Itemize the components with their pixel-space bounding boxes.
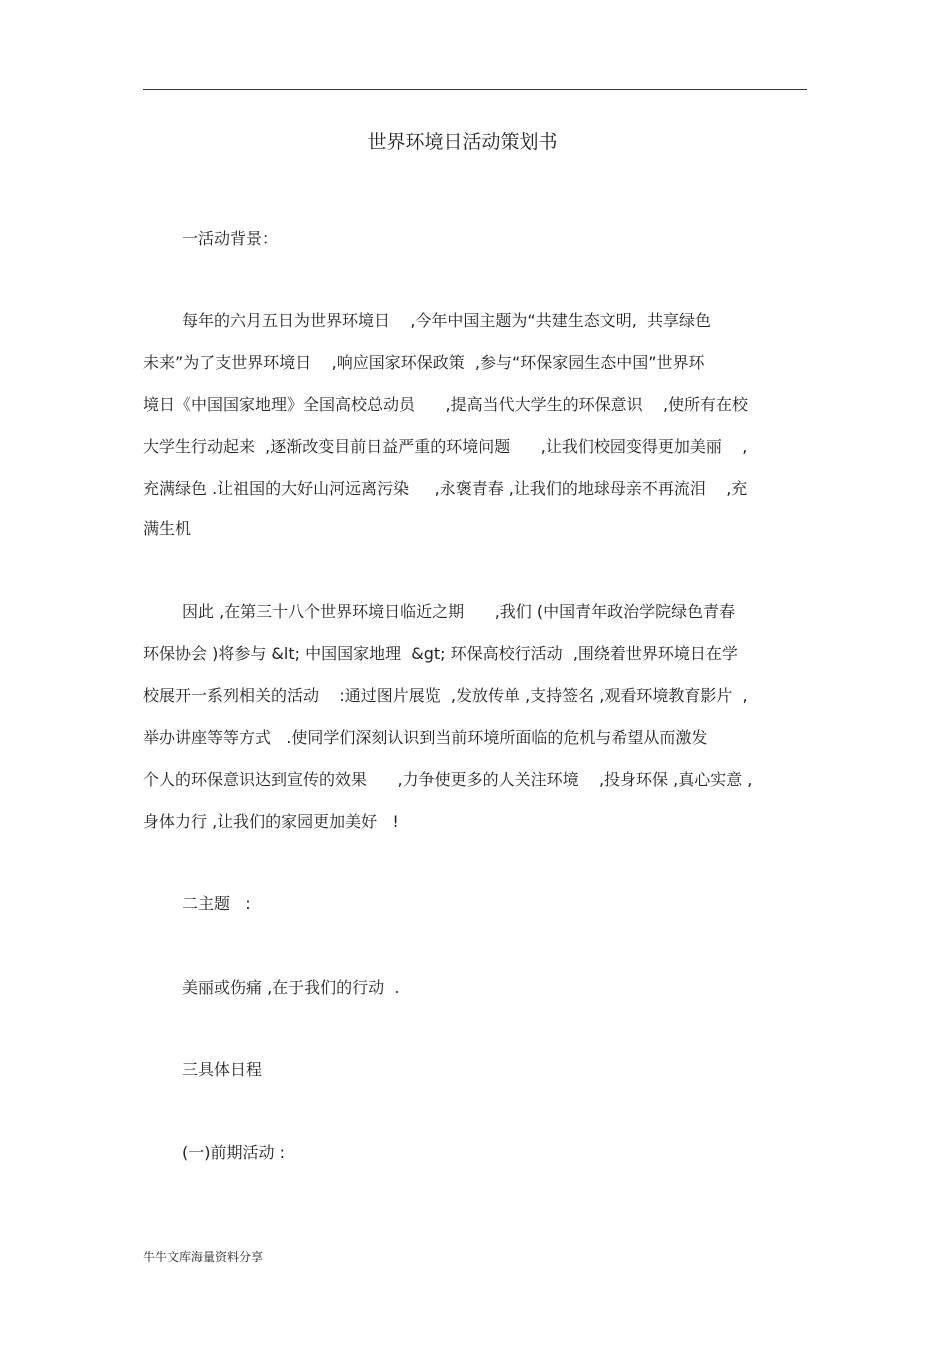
paragraph-line: 身体力行 ,让我们的家园更加美好 ! xyxy=(143,812,399,831)
subsection-heading-pre-activities: (一)前期活动 : xyxy=(182,1143,285,1162)
paragraph-line: 满生机 xyxy=(143,519,192,538)
footer-text: 牛牛文库海量资料分享 xyxy=(143,1250,264,1264)
paragraph-line: 个人的环保意识达到宣传的效果 ,力争使更多的人关注环境 ,投身环保 ,真心实意 , xyxy=(143,770,753,789)
section-heading-background: 一活动背景： xyxy=(182,229,279,248)
paragraph-line: 校展开一系列相关的活动 :通过图片展览 ,发放传单 ,支持签名 ,观看环境教育影片 , xyxy=(143,686,748,705)
section-heading-theme: 二主题 : xyxy=(182,894,251,913)
paragraph-line: 充满绿色 .让祖国的大好山河远离污染 ,永褒青春 ,让我们的地球母亲不再流泪 ,充 xyxy=(143,479,748,498)
theme-text: 美丽或伤痛 ,在于我们的行动 . xyxy=(182,978,400,997)
document-title: 世界环境日活动策划书 xyxy=(367,131,558,153)
header-rule xyxy=(143,89,807,90)
section-heading-schedule: 三具体日程 xyxy=(182,1060,263,1079)
paragraph-line: 每年的六月五日为世界环境日 ,今年中国主题为“共建生态文明, 共享绿色 xyxy=(182,311,711,330)
paragraph-line: 大学生行动起来 ,逐渐改变目前日益严重的环境问题 ,让我们校园变得更加美丽 , xyxy=(143,437,748,456)
paragraph-line: 未来”为了支世界环境日 ,响应国家环保政策 ,参与“环保家园生态中国”世界环 xyxy=(143,353,705,372)
paragraph-line: 境日《中国国家地理》全国高校总动员 ,提高当代大学生的环保意识 ,使所有在校 xyxy=(143,395,749,414)
paragraph-line: 因此 ,在第三十八个世界环境日临近之期 ,我们 (中国青年政治学院绿色青春 xyxy=(182,602,736,621)
paragraph-line: 举办讲座等等方式 .使同学们深刻认识到当前环境所面临的危机与希望从而激发 xyxy=(143,728,708,747)
paragraph-line: 环保协会 )将参与 &lt; 中国国家地理 &gt; 环保高校行活动 ,围绕着世界环境日在学 xyxy=(143,644,738,663)
